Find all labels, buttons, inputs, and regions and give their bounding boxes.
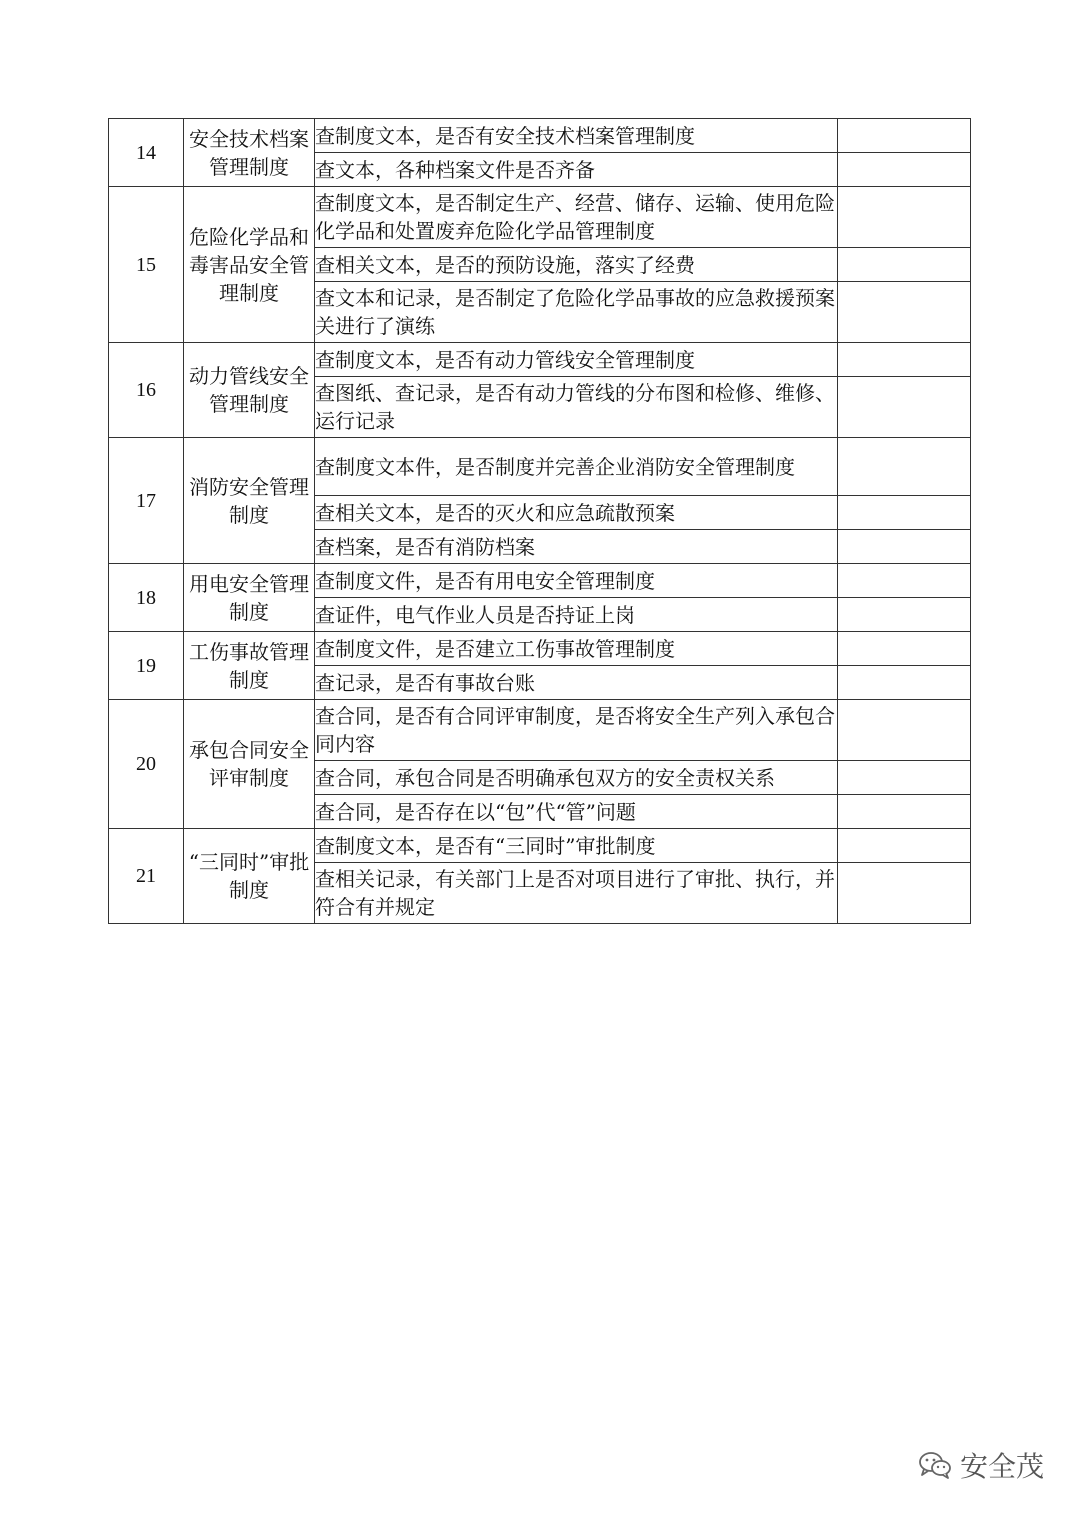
check-item: 查合同，是否有合同评审制度，是否将安全生产列入承包合同内容 <box>315 700 838 761</box>
row-number: 20 <box>109 700 184 829</box>
table-row <box>109 187 971 248</box>
check-item: 查制度文本，是否有动力管线安全管理制度 <box>315 343 838 377</box>
result-cell[interactable] <box>838 761 971 795</box>
result-cell[interactable] <box>838 187 971 248</box>
table-row <box>109 829 971 863</box>
result-cell[interactable] <box>838 666 971 700</box>
result-cell[interactable] <box>838 153 971 187</box>
row-number: 18 <box>109 564 184 632</box>
check-item: 查相关文本，是否的灭火和应急疏散预案 <box>315 496 838 530</box>
watermark <box>918 1445 1044 1485</box>
result-cell[interactable] <box>838 632 971 666</box>
check-item: 查文本和记录，是否制定了危险化学品事故的应急救援预案关进行了演练 <box>315 282 838 343</box>
result-cell[interactable] <box>838 564 971 598</box>
check-item: 查制度文件，是否建立工伤事故管理制度 <box>315 632 838 666</box>
check-item: 查文本，各种档案文件是否齐备 <box>315 153 838 187</box>
system-name: 承包合同安全评审制度 <box>184 700 315 829</box>
system-name: 工伤事故管理制度 <box>184 632 315 700</box>
row-number: 14 <box>109 119 184 187</box>
table-row <box>109 343 971 377</box>
check-item: 查相关记录，有关部门上是否对项目进行了审批、执行，并符合有并规定 <box>315 863 838 924</box>
system-name: 消防安全管理制度 <box>184 438 315 564</box>
watermark-text: 安全茂 <box>959 1450 1044 1483</box>
wechat-icon <box>918 1450 952 1480</box>
table-body <box>109 119 971 924</box>
system-name: 用电安全管理制度 <box>184 564 315 632</box>
result-cell[interactable] <box>838 438 971 496</box>
table-row <box>109 700 971 761</box>
row-number: 16 <box>109 343 184 438</box>
result-cell[interactable] <box>838 343 971 377</box>
result-cell[interactable] <box>838 377 971 438</box>
result-cell[interactable] <box>838 598 971 632</box>
row-number: 17 <box>109 438 184 564</box>
safety-inspection-table <box>108 118 971 924</box>
check-item: 查合同，承包合同是否明确承包双方的安全责权关系 <box>315 761 838 795</box>
result-cell[interactable] <box>838 119 971 153</box>
result-cell[interactable] <box>838 282 971 343</box>
check-item: 查制度文本，是否制定生产、经营、储存、运输、使用危险化学品和处置废弃危险化学品管理制度 <box>315 187 838 248</box>
check-item: 查制度文件，是否有用电安全管理制度 <box>315 564 838 598</box>
system-name: “三同时”审批制度 <box>184 829 315 924</box>
check-item: 查制度文本，是否有安全技术档案管理制度 <box>315 119 838 153</box>
result-cell[interactable] <box>838 700 971 761</box>
system-name: 动力管线安全管理制度 <box>184 343 315 438</box>
table-row <box>109 438 971 496</box>
result-cell[interactable] <box>838 795 971 829</box>
check-item: 查档案，是否有消防档案 <box>315 530 838 564</box>
check-item: 查记录，是否有事故台账 <box>315 666 838 700</box>
result-cell[interactable] <box>838 530 971 564</box>
table-row <box>109 632 971 666</box>
system-name: 安全技术档案管理制度 <box>184 119 315 187</box>
check-item: 查证件，电气作业人员是否持证上岗 <box>315 598 838 632</box>
system-name: 危险化学品和毒害品安全管理制度 <box>184 187 315 343</box>
row-number: 15 <box>109 187 184 343</box>
table-row <box>109 119 971 153</box>
result-cell[interactable] <box>838 829 971 863</box>
table-row <box>109 564 971 598</box>
check-item: 查相关文本，是否的预防设施，落实了经费 <box>315 248 838 282</box>
check-item: 查制度文本件，是否制度并完善企业消防安全管理制度 <box>315 438 838 496</box>
check-item: 查制度文本，是否有“三同时”审批制度 <box>315 829 838 863</box>
result-cell[interactable] <box>838 248 971 282</box>
result-cell[interactable] <box>838 863 971 924</box>
row-number: 21 <box>109 829 184 924</box>
row-number: 19 <box>109 632 184 700</box>
result-cell[interactable] <box>838 496 971 530</box>
check-item: 查合同，是否存在以“包”代“管”问题 <box>315 795 838 829</box>
check-item: 查图纸、查记录，是否有动力管线的分布图和检修、维修、运行记录 <box>315 377 838 438</box>
